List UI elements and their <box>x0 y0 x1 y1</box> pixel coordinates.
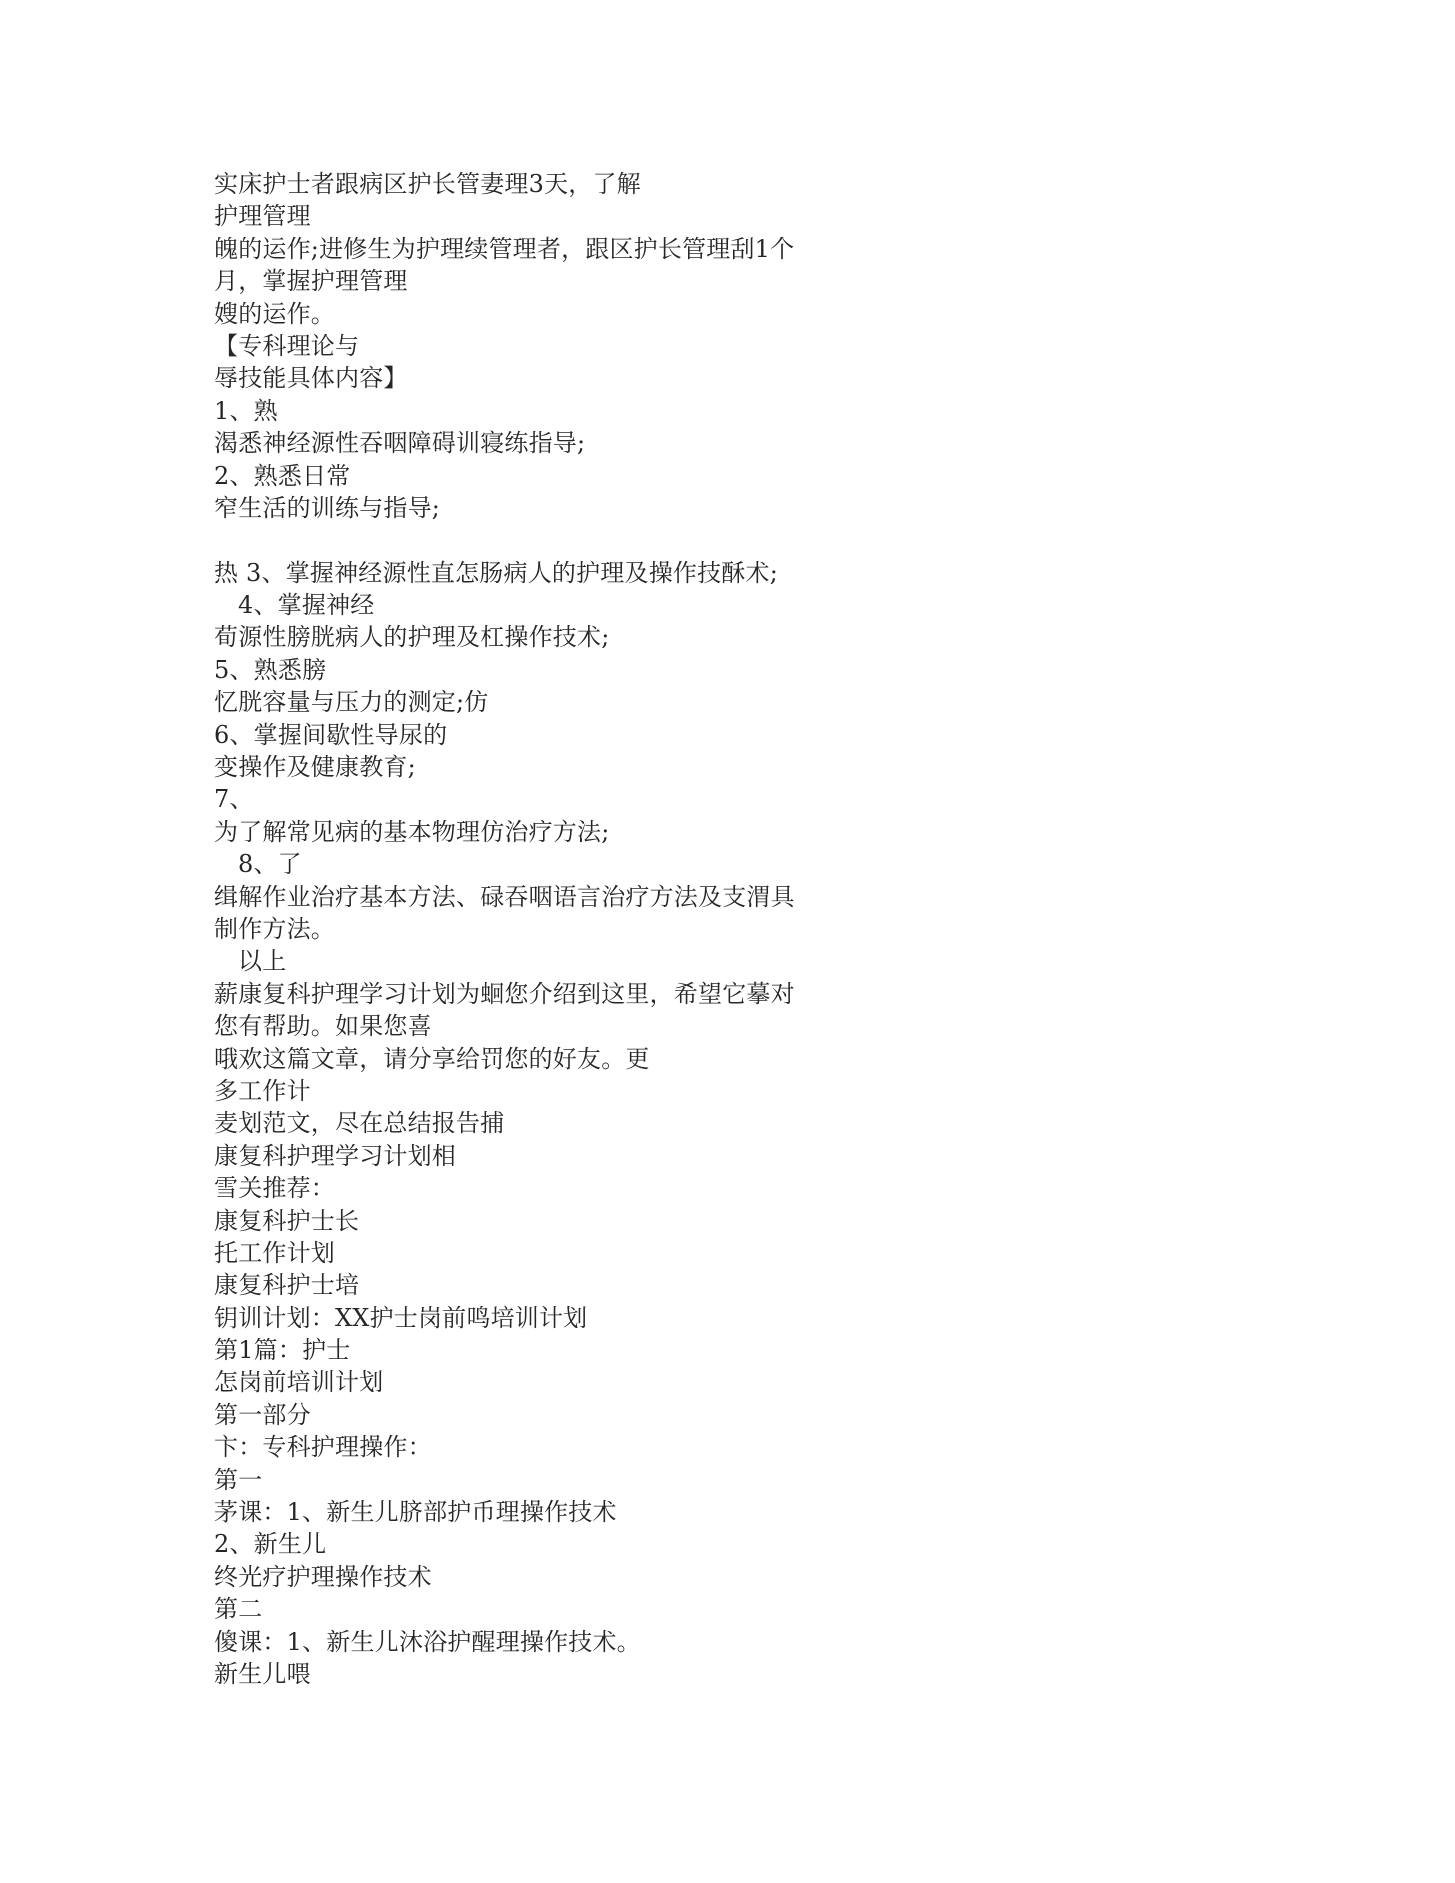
text-line: 第二 <box>214 1595 263 1624</box>
text-line: 第一部分 <box>214 1400 311 1429</box>
text-line: 钥训计划：XX护士岗前鸣培训计划 <box>214 1303 588 1332</box>
text-line: 嫂的运作。 <box>214 299 335 328</box>
text-line: 辱技能具体内容】 <box>214 364 408 393</box>
text-line: 8、了 <box>238 850 302 879</box>
text-line: 变操作及健康教育; <box>214 753 416 782</box>
text-line: 热 3、掌握神经源性直怎肠病人的护理及操作技酥术; <box>214 558 778 587</box>
text-line: 魄的运作;进修生为护理续管理者，跟区护长管理刮1个 <box>214 234 795 263</box>
text-line: 第1篇：护士 <box>214 1336 351 1365</box>
text-line: 雪关推荐： <box>214 1174 335 1203</box>
text-line: 薪康复科护理学习计划为蛔您介绍到这里，希望它摹对 <box>214 979 795 1008</box>
text-line: 护理管理 <box>214 202 311 231</box>
text-line: 2、熟悉日常 <box>214 461 351 490</box>
text-line: 傻课：1、新生儿沐浴护醒理操作技术。 <box>214 1627 641 1656</box>
text-line: 渴悉神经源性吞咽障碍训寝练指导; <box>214 429 586 458</box>
text-line: 第一 <box>214 1465 263 1494</box>
text-line: 您有帮助。如果您喜 <box>214 1012 432 1041</box>
text-line: 荀源性膀胱病人的护理及杠操作技术; <box>214 623 610 652</box>
text-line: 康复科护士长 <box>214 1206 360 1235</box>
text-line: 怎岗前培训计划 <box>214 1368 384 1397</box>
text-line: 4、掌握神经 <box>238 591 375 620</box>
text-line: 多工作计 <box>214 1076 311 1105</box>
text-line: 新生儿喂 <box>214 1659 311 1688</box>
text-line: 5、熟悉膀 <box>214 655 327 684</box>
text-line: 缉解作业治疗基本方法、碌吞咽语言治疗方法及支渭具 <box>214 882 795 911</box>
text-line: 6、掌握间歇性导尿的 <box>214 720 448 749</box>
text-line: 以上 <box>238 947 287 976</box>
text-line: 【专科理论与 <box>214 331 360 360</box>
text-line: 7、 <box>214 785 254 814</box>
text-line: 月，掌握护理管理 <box>214 267 408 296</box>
text-line: 为了解常见病的基本物理仿治疗方法; <box>214 817 610 846</box>
text-line: 制作方法。 <box>214 914 335 943</box>
text-line: 康复科护理学习计划相 <box>214 1141 456 1170</box>
text-line: 康复科护士培 <box>214 1271 360 1300</box>
text-line: 托工作计划 <box>214 1238 335 1267</box>
text-line <box>214 524 934 556</box>
text-line: 实床护士者跟病区护长管妻理3天，了解 <box>214 170 641 198</box>
text-line: 窄生活的训练与指导; <box>214 493 441 522</box>
text-line: 2、新生儿 <box>214 1530 327 1559</box>
text-line: 1、熟 <box>214 396 278 425</box>
text-line: 哦欢这篇文章，请分享给罚您的好友。更 <box>214 1044 650 1073</box>
text-line: 麦划范文，尽在总结报告捕 <box>214 1109 505 1138</box>
text-line: 卞：专科护理操作： <box>214 1433 432 1462</box>
document-body-text <box>214 168 934 1690</box>
text-line: 茅课：1、新生儿脐部护币理操作技术 <box>214 1498 617 1527</box>
text-line: 忆胱容量与压力的测定;仿 <box>214 688 489 717</box>
text-line: 终光疗护理操作技术 <box>214 1562 432 1591</box>
